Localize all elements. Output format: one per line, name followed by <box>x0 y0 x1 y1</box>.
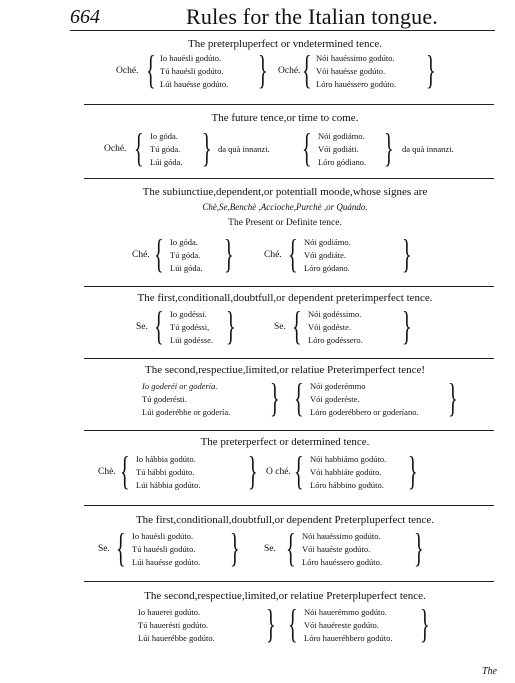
brace-left: { <box>294 448 304 493</box>
label-right: Ché. <box>264 250 282 260</box>
label-right: O ché. <box>266 467 291 477</box>
brace-left: { <box>302 47 312 92</box>
conj-line: Lóro godéssero. <box>308 335 363 345</box>
section-rule <box>84 505 494 506</box>
section-first-pluperfect <box>80 514 490 576</box>
catchword: The <box>482 666 497 677</box>
conj-line: Lúi hauerébbe godúto. <box>138 633 215 643</box>
section-rule <box>84 104 494 105</box>
section-title: The preterperfect or determined tence. <box>200 436 370 448</box>
conj-line: Io hauésli godúto. <box>160 53 222 63</box>
conj-line: Vói hauéreste godúto. <box>304 620 379 630</box>
conj-line: Lúi góda. <box>170 263 203 273</box>
brace-right: } <box>248 448 258 493</box>
section-rule <box>84 178 494 179</box>
brace-left: { <box>154 303 164 348</box>
conj-line: Lúi godésse. <box>170 335 213 345</box>
running-head: Rules for the Italian tongue. <box>186 4 439 29</box>
brace-right: } <box>414 525 424 570</box>
brace-left: { <box>116 525 126 570</box>
brace-right: } <box>402 303 412 348</box>
label-left: Oché. <box>116 66 139 76</box>
conj-line: Vói hauéste godúto. <box>302 544 371 554</box>
conj-line: Io hauerei godúto. <box>138 607 201 617</box>
label-right: Oché. <box>278 66 301 76</box>
brace-right: } <box>266 601 276 646</box>
brace-left: { <box>292 303 302 348</box>
section-title: The future tence,or time to come. <box>211 112 359 124</box>
section-pluperfect-undetermined <box>80 38 490 98</box>
conj-line: Lúi hauésse godúto. <box>160 79 229 89</box>
conj-line: Nói habbiámo godúto. <box>310 454 387 464</box>
brace-right: } <box>258 47 268 92</box>
brace-right: } <box>270 375 280 420</box>
brace-right: } <box>384 125 394 170</box>
conj-line: Tú godéssi, <box>170 322 210 332</box>
page-number: 664 <box>70 6 100 28</box>
brace-right: } <box>448 375 458 420</box>
brace-left: { <box>288 231 298 276</box>
subjunctive-signs: Chè,Se,Benchè ,Accioche,Purchè ,or Quándo. <box>202 202 368 212</box>
conj-line: Io góda. <box>150 131 178 141</box>
brace-right: } <box>202 125 212 170</box>
brace-left: { <box>146 47 156 92</box>
section-title: The preterpluperfect or vndetermined tence. <box>188 38 382 50</box>
brace-left: { <box>288 601 298 646</box>
conj-line: Io godéssi. <box>170 309 207 319</box>
section-second-preterimperfect <box>80 364 490 426</box>
tail-text: da quà innanzi. <box>218 144 270 154</box>
conj-line: Nói goderémmo <box>310 381 366 391</box>
conj-line: Vói godiáte. <box>304 250 347 260</box>
section-second-pluperfect <box>80 590 490 652</box>
section-preterperfect-determined <box>80 436 490 498</box>
section-future <box>80 112 490 172</box>
label-left: Chè. <box>98 467 116 477</box>
label-left: Se. <box>98 544 110 554</box>
section-title: The second,respectiue,limited,or relatiue Preterimperfect tence! <box>144 364 426 376</box>
conj-line: Tú góda. <box>170 250 201 260</box>
section-rule <box>84 286 494 287</box>
conj-line: Nói hauéssimo godúto. <box>316 53 395 63</box>
brace-left: { <box>120 448 130 493</box>
section-rule <box>84 430 494 431</box>
conj-line: Io góda. <box>170 237 198 247</box>
conj-line: Lúi góda. <box>150 157 183 167</box>
conj-line: Nói godéssimo. <box>308 309 362 319</box>
conj-line: Vói goderéste. <box>310 394 360 404</box>
conj-line: Lóro hauéssero godúto. <box>302 557 383 567</box>
conj-line: Lóro hauéssero godúto. <box>316 79 397 89</box>
conj-line: Tú góda. <box>150 144 181 154</box>
conj-line: Tú hauerésti godúto. <box>138 620 209 630</box>
conj-line: Tú goderésti. <box>142 394 187 404</box>
brace-right: } <box>420 601 430 646</box>
section-first-preterimperfect <box>80 292 490 354</box>
brace-right: } <box>230 525 240 570</box>
brace-left: { <box>286 525 296 570</box>
conj-line: Lúi hauésse godúto. <box>132 557 201 567</box>
section-rule <box>84 581 494 582</box>
brace-right: } <box>408 448 418 493</box>
conj-line: Lóro goderébbero or goderíano. <box>310 407 419 417</box>
conj-line: Nói hauerémmo godúto. <box>304 607 387 617</box>
conj-line: Vói habbiáte godúto. <box>310 467 382 477</box>
conj-line: Lóro gódiano. <box>318 157 367 167</box>
conj-line: Nói hauéssimo godúto. <box>302 531 381 541</box>
label-left: Oché. <box>104 144 127 154</box>
header-rule <box>70 30 495 31</box>
brace-left: { <box>294 375 304 420</box>
conj-line: Vói godiáti. <box>318 144 359 154</box>
conj-line: Tú hábbi godúto. <box>136 467 195 477</box>
label-left: Se. <box>136 322 148 332</box>
section-title: The subiunctiue,dependent,or potentiall moode,whose signes are <box>142 186 428 198</box>
conj-line: Io hábbia godúto. <box>136 454 196 464</box>
conj-line: Tú hauésli godúto. <box>132 544 196 554</box>
section-title: The second,respectiue,limited,or relatiue Preterpluperfect tence. <box>144 590 426 602</box>
conj-line: Vói godéste. <box>308 322 351 332</box>
section-title: The first,conditionall,doubtfull,or dependent Preterpluperfect tence. <box>135 514 435 526</box>
section-subtitle: The Present or Definite tence. <box>228 218 342 228</box>
conj-line: Nói godiámo. <box>304 237 351 247</box>
brace-right: } <box>426 47 436 92</box>
brace-left: { <box>154 231 164 276</box>
label-right: Se. <box>274 322 286 332</box>
brace-right: } <box>402 231 412 276</box>
conj-line: Tú hauésli godúto. <box>160 66 224 76</box>
label-left: Ché. <box>132 250 150 260</box>
conj-line: Lóro hauerébbero godúto. <box>304 633 393 643</box>
conj-line: Io goderéi or godería. <box>142 381 218 391</box>
conj-line: Lóro hábbino godúto. <box>310 480 384 490</box>
section-title: The first,conditionall,doubtfull,or dependent preterimperfect tence. <box>137 292 433 304</box>
conj-line: Io hauésli godúto. <box>132 531 194 541</box>
page-header <box>0 0 515 34</box>
section-subjunctive-present <box>80 186 490 282</box>
brace-left: { <box>134 125 144 170</box>
conj-line: Lóro gódano. <box>304 263 350 273</box>
brace-left: { <box>302 125 312 170</box>
tail-text: da quà innanzi. <box>402 144 454 154</box>
brace-right: } <box>226 303 236 348</box>
conj-line: Nói godiámo. <box>318 131 365 141</box>
conj-line: Lúi goderébbe or godería. <box>142 407 231 417</box>
label-right: Se. <box>264 544 276 554</box>
conj-line: Lúi hábbia godúto. <box>136 480 201 490</box>
conj-line: Vói hauésse godúto. <box>316 66 386 76</box>
section-rule <box>84 358 494 359</box>
brace-right: } <box>224 231 234 276</box>
